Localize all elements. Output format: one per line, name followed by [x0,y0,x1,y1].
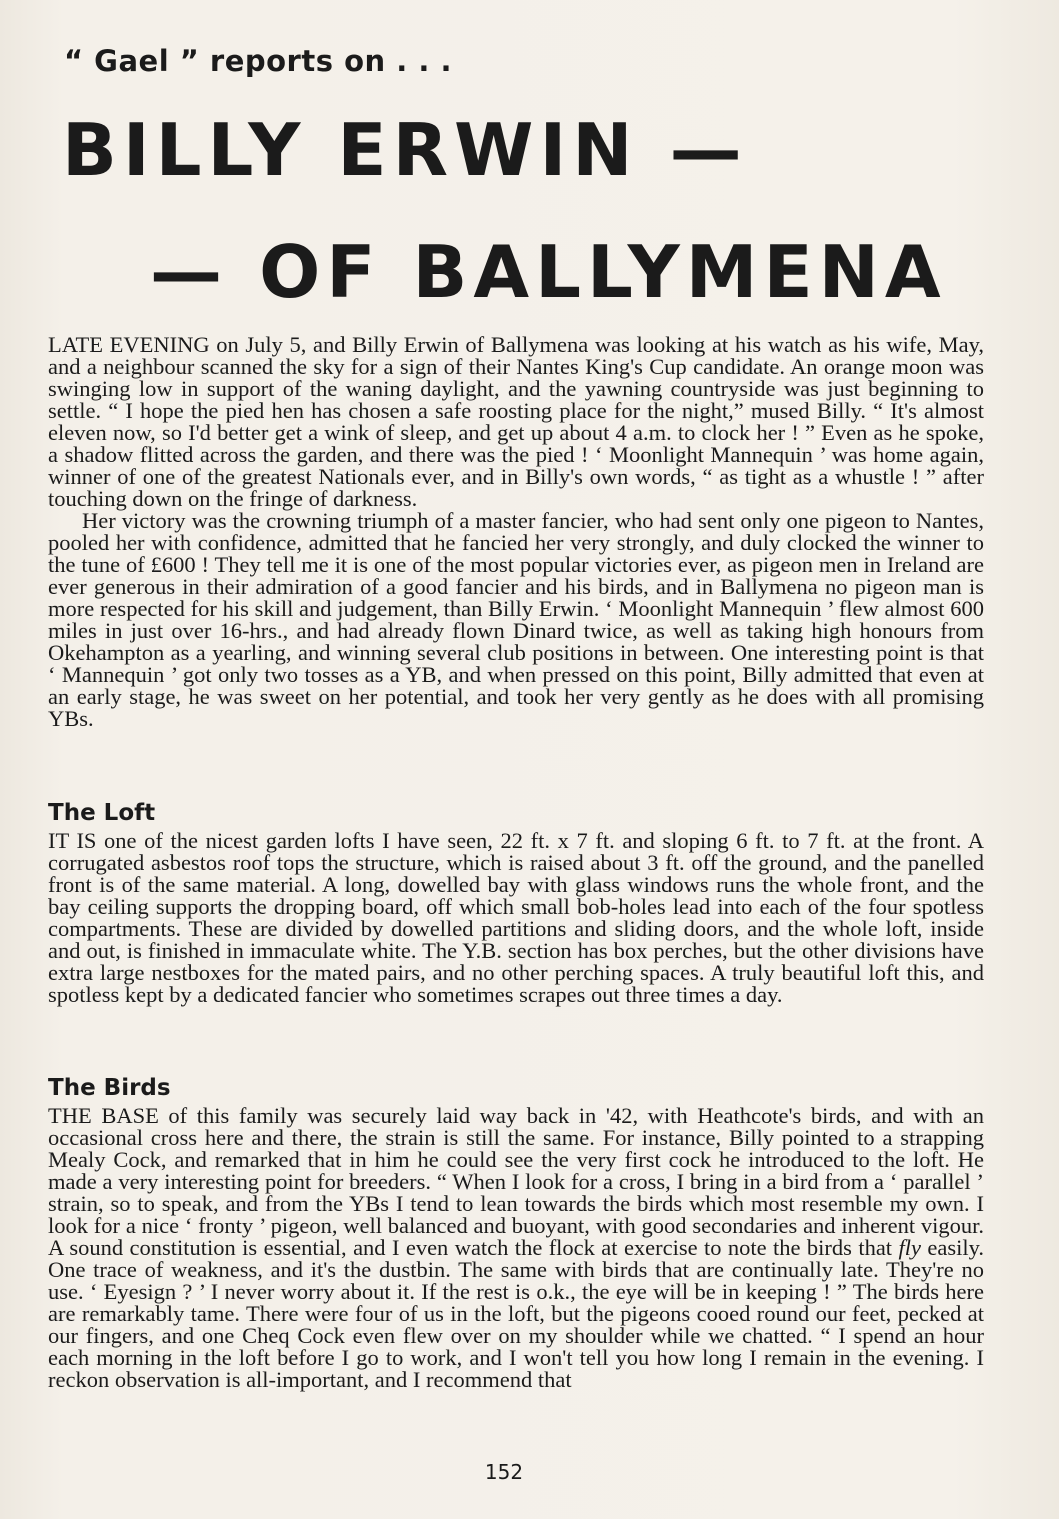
page-number: 152 [484,1460,524,1484]
intro-paragraph-2: Her victory was the crowning triumph of a master fancier, who had sent only one pigeon to Nantes, pooled her with confidence, admitted that he fancied her very strongly, and duly clocked the winner to the tune of £600 ! They tell me it is one of the most popular victories ever, as pigeon men in Ireland are ever generous in their admiration of a good fancier and his birds, and in Ballymena no pigeon man is more respected for his skill and judgement, than Billy Erwin. ‘ Moonlight Mannequin ’ flew almost 600 miles in just over 16-hrs., and had already flown Dinard twice, as well as taking high honours from Okehampton as a yearling, and winning several club positions in between. One interesting point is that ‘ Mannequin ’ got only two tosses as a YB, and when pressed on this point, Billy admitted that even at an early stage, he was sweet on her potential, and took her very gently as he does with all promising YBs. [48,508,984,731]
kicker-line: “ Gael ” reports on . . . [64,44,452,78]
intro-paragraph-1: LATE EVENING on July 5, and Billy Erwin of Ballymena was looking at his watch as his wife, May, and a neighbour scanned the sky for a sign of their Nantes King's Cup candidate. An orange moon was swinging low in support of the waning daylight, and the yawning countryside was just beginning to settle. “ I hope the pied hen has chosen a safe roosting place for the night,” mused Billy. “ It's almost eleven now, so I'd better get a wink of sleep, and get up about 4 a.m. to clock her ! ” Even as he spoke, a shadow flitted across the garden, and there was the pied ! ‘ Moonlight Mannequin ’ was home again, winner of one of the greatest Nationals ever, and in Billy's own words, “ as tight as a whustle ! ” after touching down on the fringe of darkness. [48,332,984,511]
birds-paragraph [48,1105,984,1391]
birds-text-part-2: easily. One trace of weakness, and it's the dustbin. The same with birds that are continually late. They're no use. ‘ Eyesign ? ’ I never worry about it. If the rest is o.k., the eye will be in keeping ! ” The birds here are remarkably tame. There were four of us in the loft, but the pigeons cooed round our feet, pecked at our fingers, and one Cheq Cock even flew over on my shoulder while we chatted. “ I spend an hour each morning in the loft before I go to work, and I won't tell you how long I remain in the evening. I reckon observation is all-important, and I recommend that [48,1235,984,1392]
section-title-loft: The Loft [48,800,156,826]
birds-section-text [48,1105,984,1391]
loft-paragraph: IT IS one of the nicest garden lofts I have seen, 22 ft. x 7 ft. and sloping 6 ft. to 7 ft. at the front. A corrugated asbestos roof tops the structure, which is raised about 3 ft. off the ground, and the panelled front is of the same material. A long, dowelled bay with glass windows runs the whole front, and the bay ceiling supports the dropping board, off which small bob-holes lead into each of the four spotless compartments. These are divided by dowelled partitions and sliding doors, and the whole loft, inside and out, is finished in immaculate white. The Y.B. section has box perches, but the other divisions have extra large nestboxes for the mated pairs, and no other perching spaces. A truly beautiful loft this, and spotless kept by a dedicated fancier who sometimes scrapes out three times a day. [48,828,984,1007]
intro-article [48,334,984,730]
headline-line-2: — OF BALLYMENA [150,230,947,314]
birds-emphasis-fly: fly [898,1235,921,1260]
birds-text-part-1: THE BASE of this family was securely laid way back in '42, with Heathcote's birds, and with an occasional cross here and there, the strain is still the same. For instance, Billy pointed to a strapping Mealy Cock, and remarked that in him he could see the very first cock he introduced to the loft. He made a very interesting point for breeders. “ When I look for a cross, I bring in a bird from a ‘ parallel ’ strain, so to speak, and from the YBs I tend to lean towards the birds which most resemble my own. I look for a nice ‘ fronty ’ pigeon, well balanced and buoyant, with good secondaries and inherent vigour. A sound constitution is essential, and I even watch the flock at exercise to note the birds that [48,1103,984,1260]
section-title-birds: The Birds [48,1075,171,1101]
headline-line-1: BILLY ERWIN — [62,108,748,192]
loft-section-text [48,830,984,1006]
